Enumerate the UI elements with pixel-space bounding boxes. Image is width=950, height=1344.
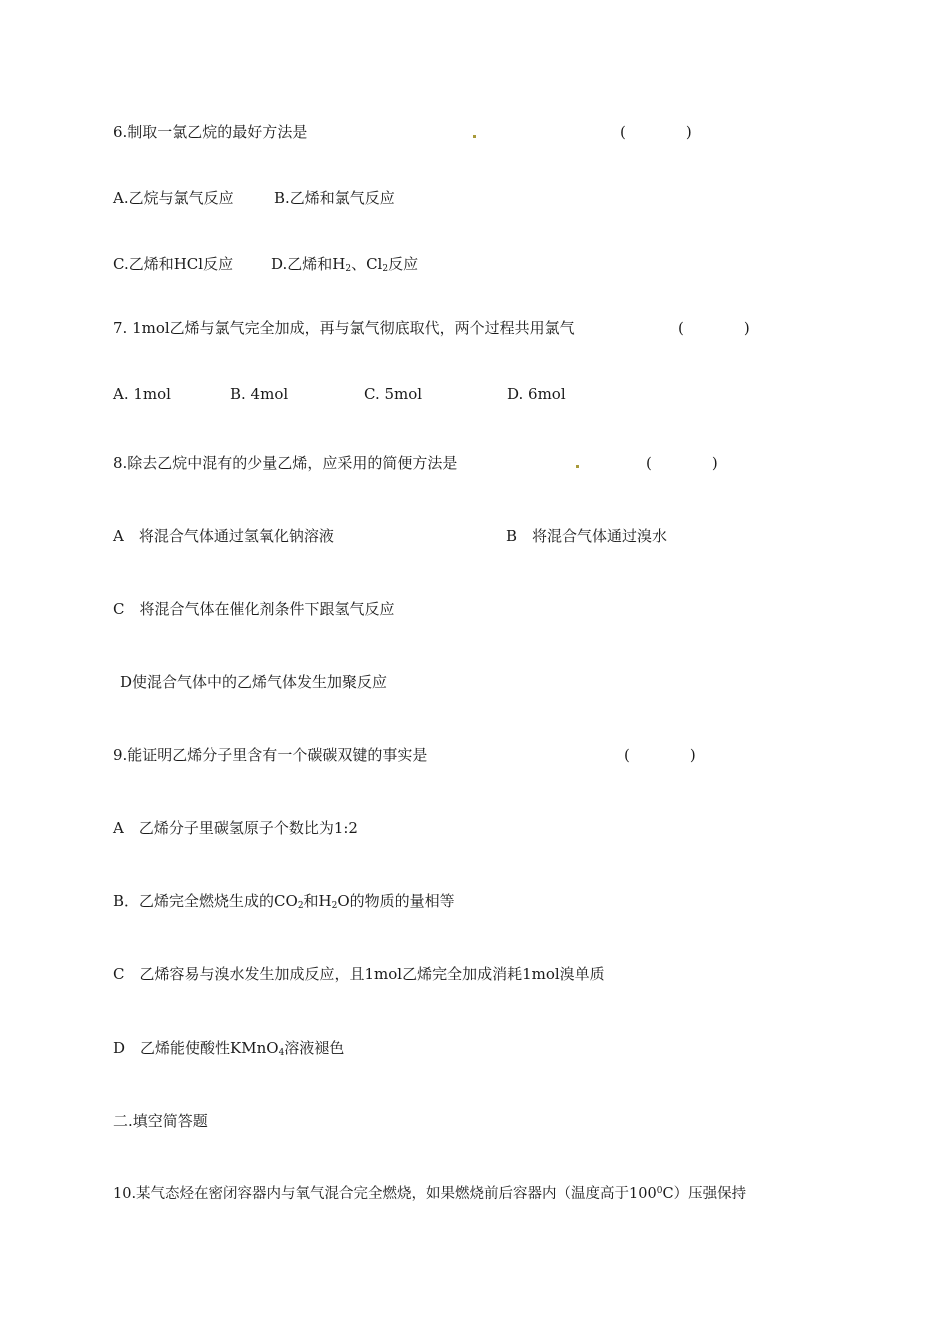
q7-answer-blank: ( ) (678, 319, 750, 337)
q6-option-a: A.乙烷与氯气反应 (113, 189, 234, 207)
q8-stem: 8.除去乙烷中混有的少量乙烯，应采用的简便方法是 (113, 454, 458, 472)
q7-stem: 7. 1mol乙烯与氯气完全加成，再与氯气彻底取代，两个过程共用氯气 (113, 319, 575, 337)
q9-option-c: C 乙烯容易与溴水发生加成反应，且1mol乙烯完全加成消耗1mol溴单质 (113, 965, 605, 983)
q6-option-c: C.乙烯和HCl反应 (113, 255, 234, 273)
q9-answer-blank: ( ) (624, 746, 696, 764)
q8-answer-blank: ( ) (646, 454, 718, 472)
mark-dot (473, 135, 476, 138)
q7-option-c: C. 5mol (364, 385, 423, 403)
q8-option-c: C 将混合气体在催化剂条件下跟氢气反应 (113, 600, 395, 618)
q7-option-d: D. 6mol (507, 385, 566, 403)
q9-option-a: A 乙烯分子里碳氢原子个数比为1:2 (113, 819, 358, 837)
q8-option-b: B 将混合气体通过溴水 (506, 527, 668, 545)
q8-option-a: A 将混合气体通过氢氧化钠溶液 (113, 527, 334, 545)
q9-option-d: D 乙烯能使酸性KMnO$_4$溶液褪色 (113, 1039, 345, 1058)
q6-stem: 6.制取一氯乙烷的最好方法是 (113, 123, 308, 141)
q7-option-a: A. 1mol (113, 385, 171, 403)
q8-option-d: D使混合气体中的乙烯气体发生加聚反应 (120, 673, 388, 691)
q6-option-d: D.乙烯和$H_2$、$Cl_2$反应 (271, 255, 419, 274)
q10-stem: 10.某气态烃在密闭容器内与氧气混合完全燃烧，如果燃烧前后容器内（温度高于$100^0C$）压强保持 (113, 1186, 747, 1202)
section-heading: 二.填空简答题 (113, 1112, 208, 1130)
q6-option-b: B.乙烯和氯气反应 (274, 189, 395, 207)
q9-stem: 9.能证明乙烯分子里含有一个碳碳双键的事实是 (113, 746, 428, 764)
q7-option-b: B. 4mol (230, 385, 289, 403)
mark-dot (576, 465, 579, 468)
q9-option-b: B．乙烯完全燃烧生成的$CO_2$和$H_2O$的物质的量相等 (113, 892, 455, 911)
q6-answer-blank: ( ) (620, 123, 692, 141)
